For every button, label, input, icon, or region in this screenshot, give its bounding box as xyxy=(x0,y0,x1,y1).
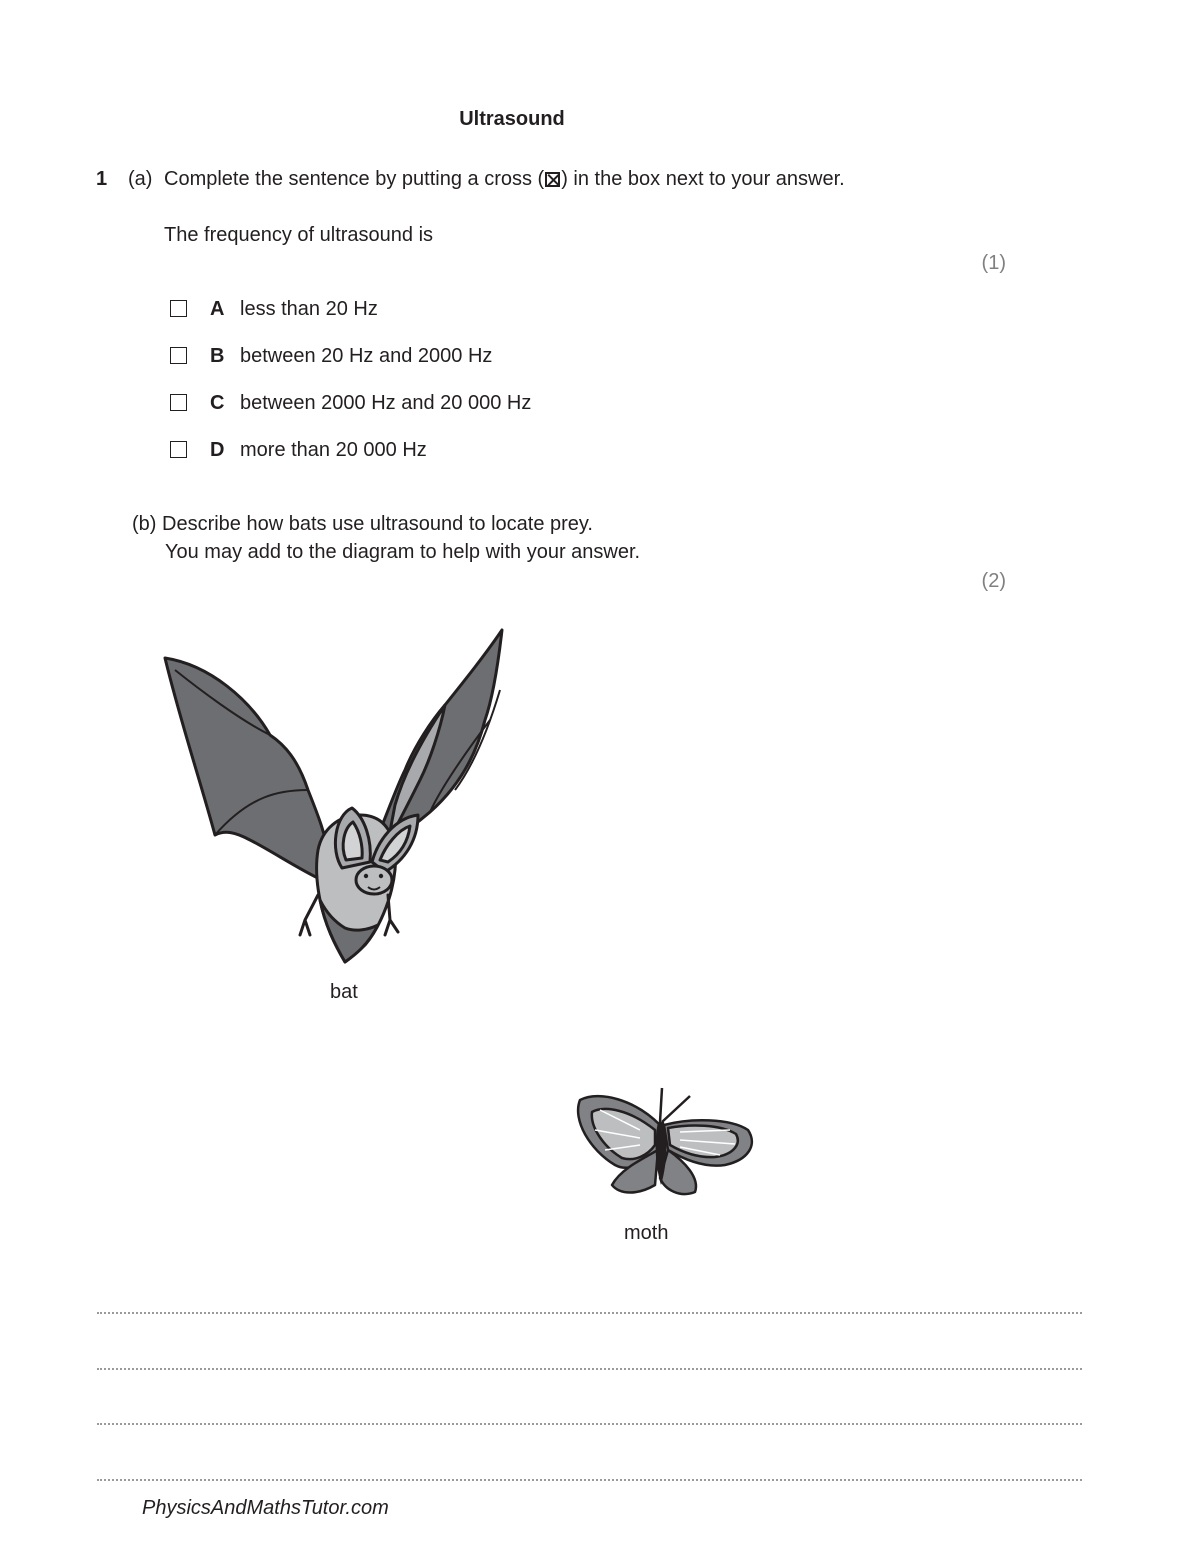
answer-checkbox-a[interactable] xyxy=(170,300,187,317)
page-title: Ultrasound xyxy=(459,108,565,130)
bat-icon xyxy=(155,620,515,970)
answer-checkbox-b[interactable] xyxy=(170,347,187,364)
instruction-text-end: ) in the box next to your answer. xyxy=(561,168,845,190)
option-text: between 2000 Hz and 20 000 Hz xyxy=(240,392,532,414)
option-letter: B xyxy=(210,345,225,367)
option-text: less than 20 Hz xyxy=(240,298,378,320)
part-a-label: (a) xyxy=(128,168,153,190)
marks-part-a: (1) xyxy=(981,252,1006,274)
part-b-line-2: You may add to the diagram to help with your answer. xyxy=(165,541,641,563)
part-b-line-1: Describe how bats use ultrasound to locate prey. xyxy=(162,513,593,535)
answer-line-3[interactable] xyxy=(97,1423,1082,1425)
option-text: between 20 Hz and 2000 Hz xyxy=(240,345,493,367)
part-b-label: (b) xyxy=(132,513,157,535)
part-b-instruction xyxy=(132,513,593,536)
option-text: more than 20 000 Hz xyxy=(240,439,427,461)
answer-line-2[interactable] xyxy=(97,1368,1082,1370)
part-a-instruction xyxy=(164,168,845,191)
bat-label: bat xyxy=(330,981,358,1003)
answer-checkbox-c[interactable] xyxy=(170,394,187,411)
moth-icon xyxy=(570,1080,765,1205)
question-stem: The frequency of ultrasound is xyxy=(164,224,434,246)
marks-part-b: (2) xyxy=(981,570,1006,592)
option-letter: C xyxy=(210,392,225,414)
question-number: 1 xyxy=(96,168,108,190)
answer-line-4[interactable] xyxy=(97,1479,1082,1481)
option-letter: A xyxy=(210,298,225,320)
answer-line-1[interactable] xyxy=(97,1312,1082,1314)
option-letter: D xyxy=(210,439,225,461)
footer-watermark: PhysicsAndMathsTutor.com xyxy=(142,1497,389,1519)
crossed-box-icon xyxy=(545,172,560,187)
moth-label: moth xyxy=(624,1222,669,1244)
answer-checkbox-d[interactable] xyxy=(170,441,187,458)
instruction-text-start: Complete the sentence by putting a cross ( xyxy=(164,168,545,190)
